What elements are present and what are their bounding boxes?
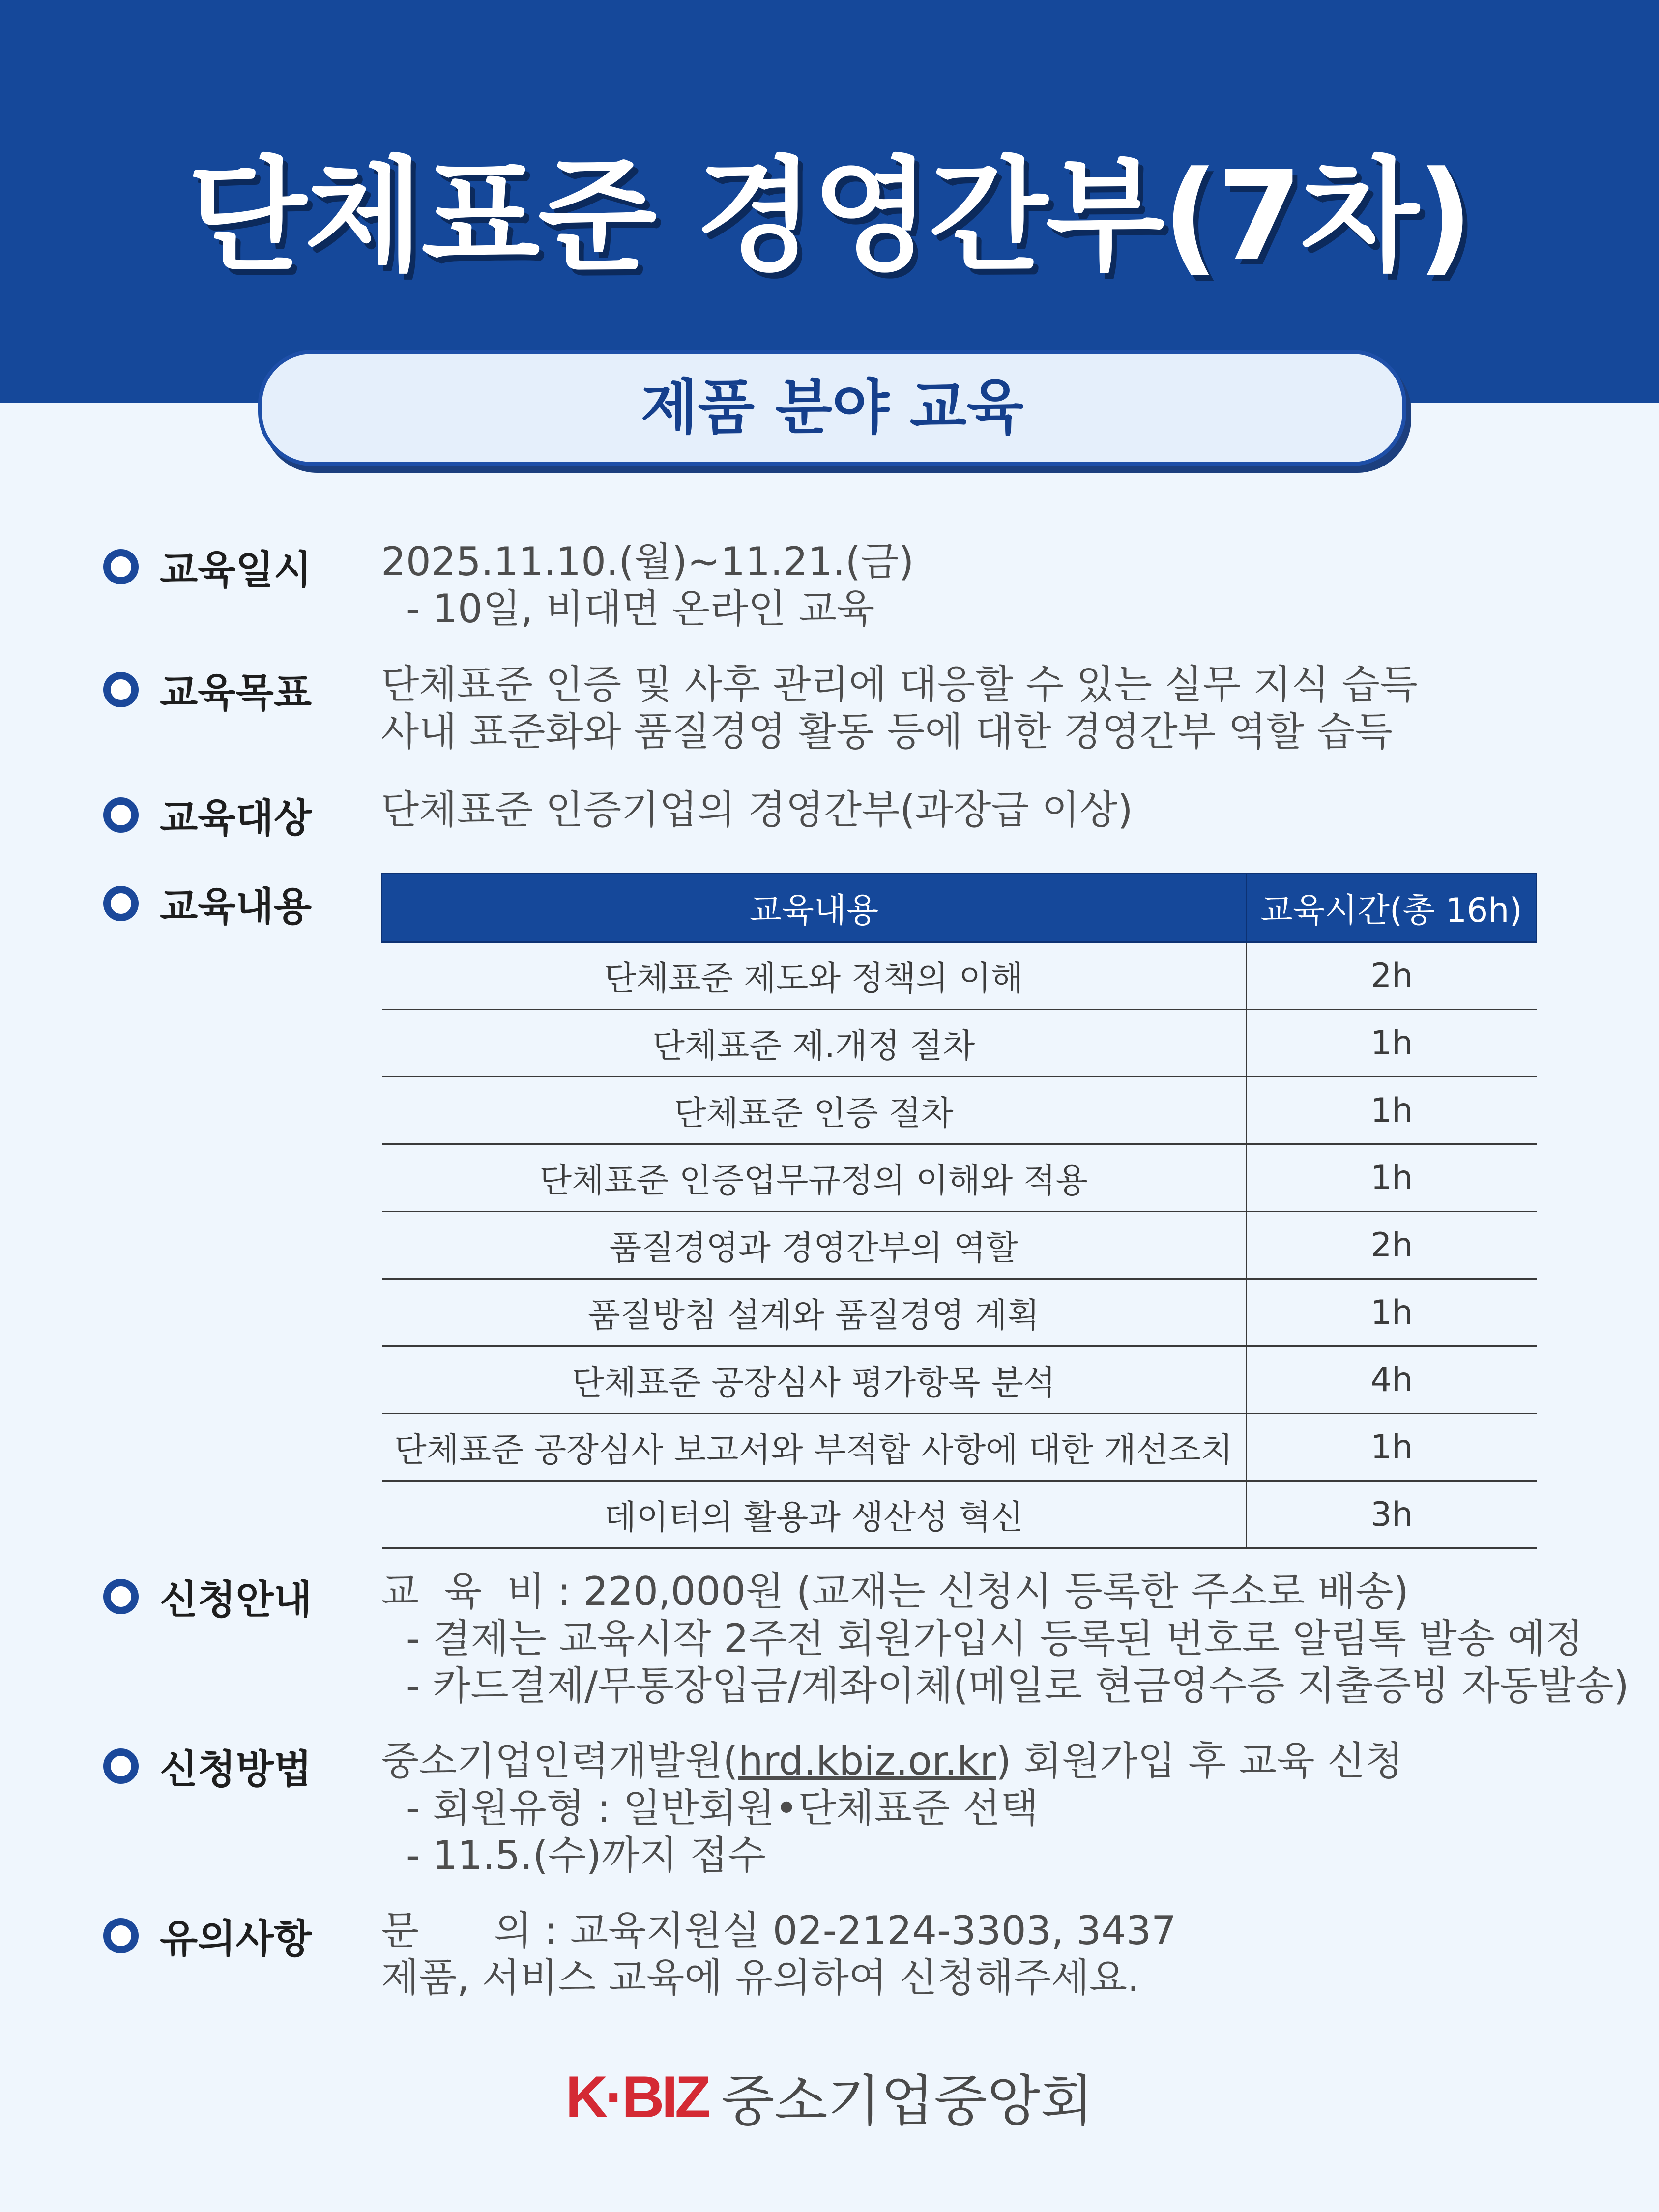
table-row: [382, 1481, 1537, 1548]
content-line: 교 육 비 : 220,000원 (교재는 신청시 등록한 주소로 배송): [381, 1569, 1409, 1614]
table-cell-hours: 1h: [1247, 1010, 1537, 1077]
section-label: 유의사항: [160, 1916, 312, 1962]
footer-logo: [0, 2057, 1659, 2136]
content-line: 사내 표준화와 품질경영 활동 등에 대한 경영간부 역할 습득: [381, 709, 1393, 755]
section-label: 교육내용: [160, 884, 312, 930]
table-cell-content: 단체표준 제.개정 절차: [382, 1010, 1247, 1077]
website-link[interactable]: hrd.kbiz.or.kr: [738, 1738, 996, 1784]
table-cell-hours: 2h: [1247, 1212, 1537, 1279]
table-cell-hours: 2h: [1247, 942, 1537, 1010]
content-line: - 10일, 비대면 온라인 교육: [381, 586, 875, 632]
table-header-hours: 교육시간(총 16h): [1247, 873, 1537, 942]
content-line: - 카드결제/무통장입금/계좌이체(메일로 현금영수증 지출증빙 자동발송): [381, 1663, 1629, 1709]
bullet-circle-icon: [103, 672, 139, 707]
table-cell-content: 단체표준 인증업무규정의 이해와 적용: [382, 1144, 1247, 1212]
content-text: 중소기업인력개발원(: [381, 1738, 738, 1784]
subtitle-pill: 제품 분야 교육: [258, 350, 1406, 466]
table-row: [382, 1414, 1537, 1481]
bullet-circle-icon: [103, 886, 139, 921]
content-line: 제품, 서비스 교육에 유의하여 신청해주세요.: [381, 1955, 1140, 2001]
content-line: - 회원유형 : 일반회원•단체표준 선택: [381, 1785, 1039, 1831]
table-cell-content: 단체표준 인증 절차: [382, 1077, 1247, 1144]
section-content: [381, 1907, 1176, 2002]
section-label: 신청방법: [160, 1746, 312, 1792]
content-line: 2025.11.10.(월)~11.21.(금): [381, 539, 914, 584]
content-line: 단체표준 인증기업의 경영간부(과장급 이상): [381, 787, 1133, 833]
table-header-row: [382, 873, 1537, 942]
curriculum-table: [381, 873, 1537, 1549]
table-row: [382, 1279, 1537, 1346]
bullet-circle-icon: [103, 549, 139, 584]
table-row: [382, 1346, 1537, 1414]
bullet-circle-icon: [103, 797, 139, 833]
section-label: 교육대상: [160, 795, 312, 841]
bullet-circle-icon: [103, 1918, 139, 1953]
content-line: - 결제는 교육시작 2주전 회원가입시 등록된 번호로 알림톡 발송 예정: [381, 1616, 1584, 1661]
table-cell-content: 데이터의 활용과 생산성 혁신: [382, 1481, 1247, 1548]
content-line: 단체표준 인증 및 사후 관리에 대응할 수 있는 실무 지식 습득: [381, 662, 1418, 707]
table-row: [382, 1010, 1537, 1077]
page-title: 단체표준 경영간부(7차): [187, 145, 1471, 288]
table-cell-content: 단체표준 제도와 정책의 이해: [382, 942, 1247, 1010]
section-content: [381, 538, 914, 633]
table-cell-hours: 1h: [1247, 1279, 1537, 1346]
content-line: 문 의 : 교육지원실 02-2124-3303, 3437: [381, 1908, 1176, 1953]
table-row: [382, 1212, 1537, 1279]
section-label: 신청안내: [160, 1577, 312, 1623]
section-content: [381, 1738, 1403, 1879]
table-cell-hours: 3h: [1247, 1481, 1537, 1548]
section-label: 교육목표: [160, 670, 312, 716]
section-label: 교육일시: [160, 547, 312, 593]
section-content: [381, 1568, 1629, 1710]
table-row: [382, 942, 1537, 1010]
org-name: 중소기업중앙회: [721, 2069, 1094, 2133]
table-row: [382, 1144, 1537, 1212]
table-cell-content: 단체표준 공장심사 보고서와 부적합 사항에 대한 개선조치: [382, 1414, 1247, 1481]
table-cell-content: 품질경영과 경영간부의 역할: [382, 1212, 1247, 1279]
section-content: [381, 661, 1418, 756]
kbiz-logo-mark: K·BIZ: [565, 2064, 708, 2130]
content-line: [381, 1738, 1403, 1785]
section-content: [381, 786, 1133, 834]
table-header-content: 교육내용: [382, 873, 1247, 942]
table-row: [382, 1077, 1537, 1144]
table-cell-hours: 1h: [1247, 1077, 1537, 1144]
table-cell-hours: 4h: [1247, 1346, 1537, 1414]
table-cell-content: 품질방침 설계와 품질경영 계획: [382, 1279, 1247, 1346]
bullet-circle-icon: [103, 1748, 139, 1784]
content-line: - 11.5.(수)까지 접수: [381, 1833, 766, 1878]
bullet-circle-icon: [103, 1579, 139, 1614]
content-text: ) 회원가입 후 교육 신청: [996, 1738, 1403, 1784]
table-cell-content: 단체표준 공장심사 평가항목 분석: [382, 1346, 1247, 1414]
table-cell-hours: 1h: [1247, 1144, 1537, 1212]
table-cell-hours: 1h: [1247, 1414, 1537, 1481]
